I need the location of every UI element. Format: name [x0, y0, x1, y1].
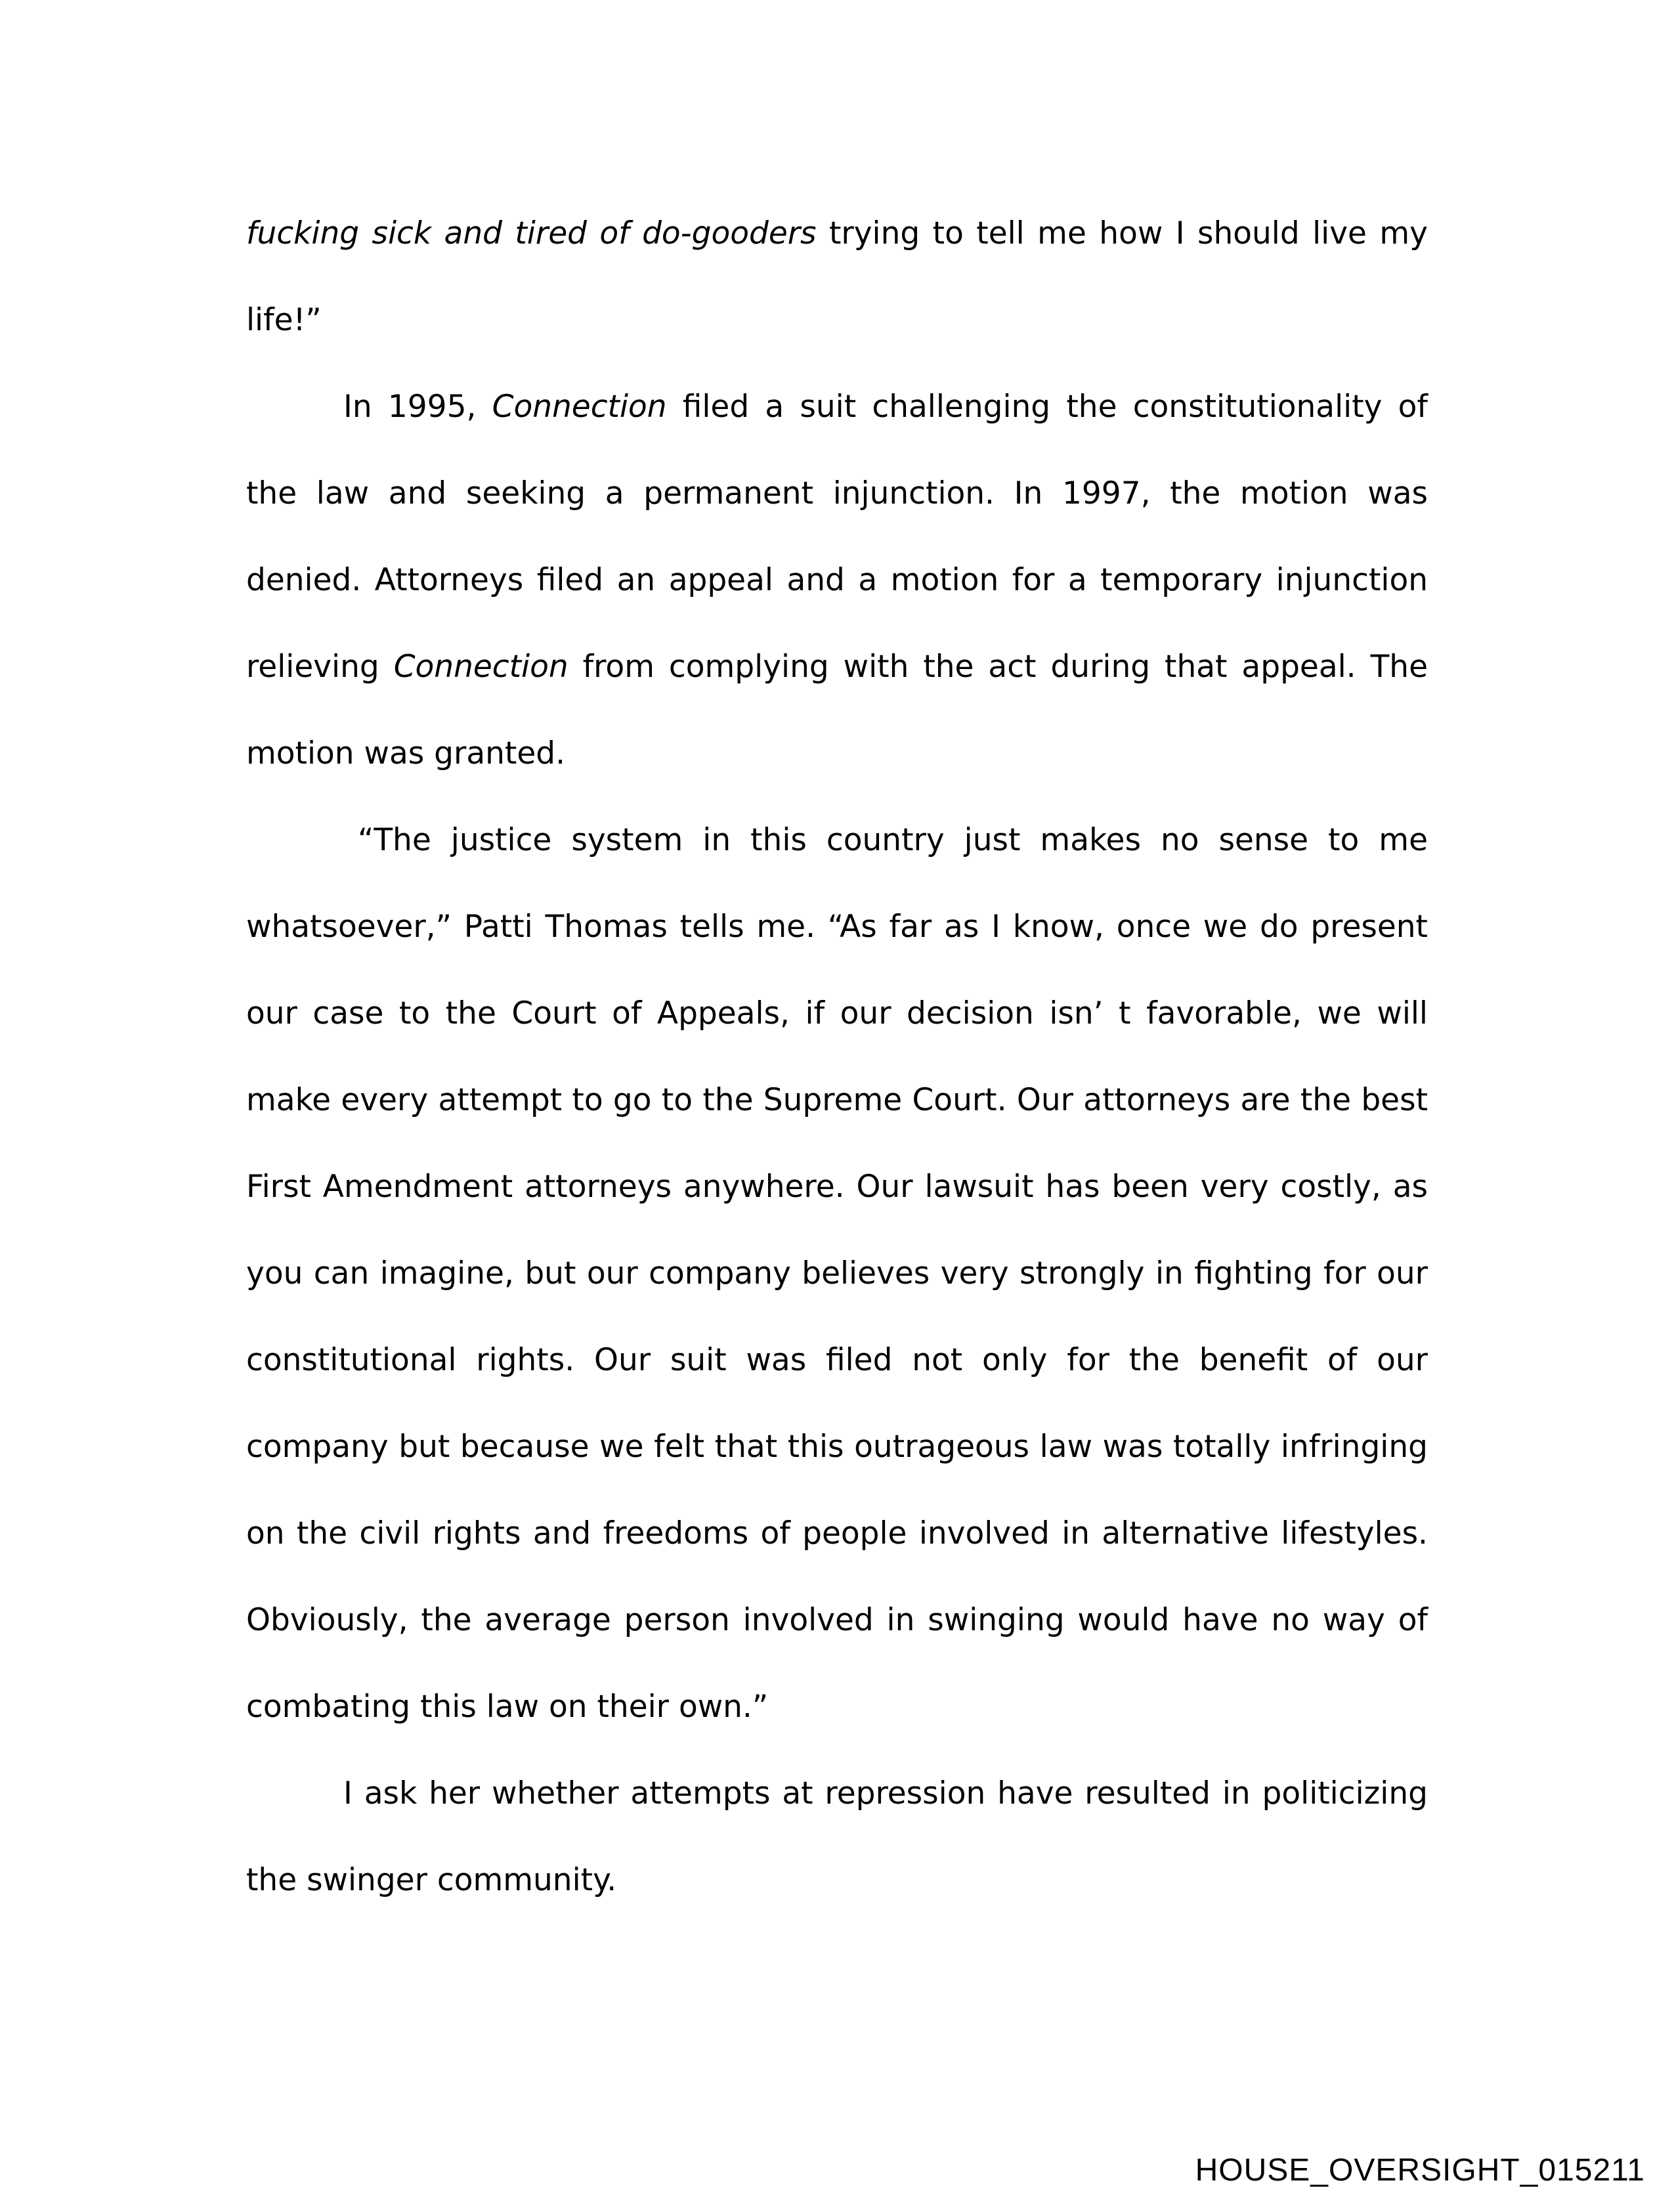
- paragraph-2-text-b: filed a suit challenging the constitutionality of the law and seeking a permanent injunction. In 1997, the motion was denied. Attorneys filed an appeal and a motion for a temporary injunction relieving: [246, 389, 1428, 685]
- paragraph-2-text-c: from complying with the act during that appeal. The motion was granted.: [246, 649, 1428, 771]
- paragraph-4: I ask her whether attempts at repression have resulted in politicizing the swinger community.: [246, 1775, 1428, 1898]
- publication-name: Connection: [492, 389, 667, 425]
- paragraph-1-text: trying to tell me how I should live my life!”: [246, 215, 1428, 338]
- italic-quote: fucking sick and tired of do-gooders: [246, 215, 817, 251]
- paragraph-2: [246, 364, 1428, 797]
- publication-name: Connection: [393, 649, 569, 685]
- paragraph-1: [246, 190, 1428, 364]
- bates-number: HOUSE_OVERSIGHT_015211: [1195, 2153, 1645, 2188]
- paragraph-3: “The justice system in this country just makes no sense to me whatsoever,” Patti Thomas tells me. “As far as I know, once we do present our case to the Court of Appeals, if our decision isn’ t favorable, we will make every attempt to go to the Supreme Court. Our attorneys are the best First Amendment attorneys anywhere. Our lawsuit has been very costly, as you can imagine, but our company believes very strongly in fighting for our constitutional rights. Our suit was filed not only for the benefit of our company but because we felt that this outrageous law was totally infringing on the civil rights and freedoms of people involved in alternative lifestyles. Obviously, the average person involved in swinging would have no way of combating this law on their own.”: [246, 822, 1428, 1725]
- body-text: [246, 190, 1428, 1924]
- paragraph-2-text-a: In 1995,: [343, 389, 492, 425]
